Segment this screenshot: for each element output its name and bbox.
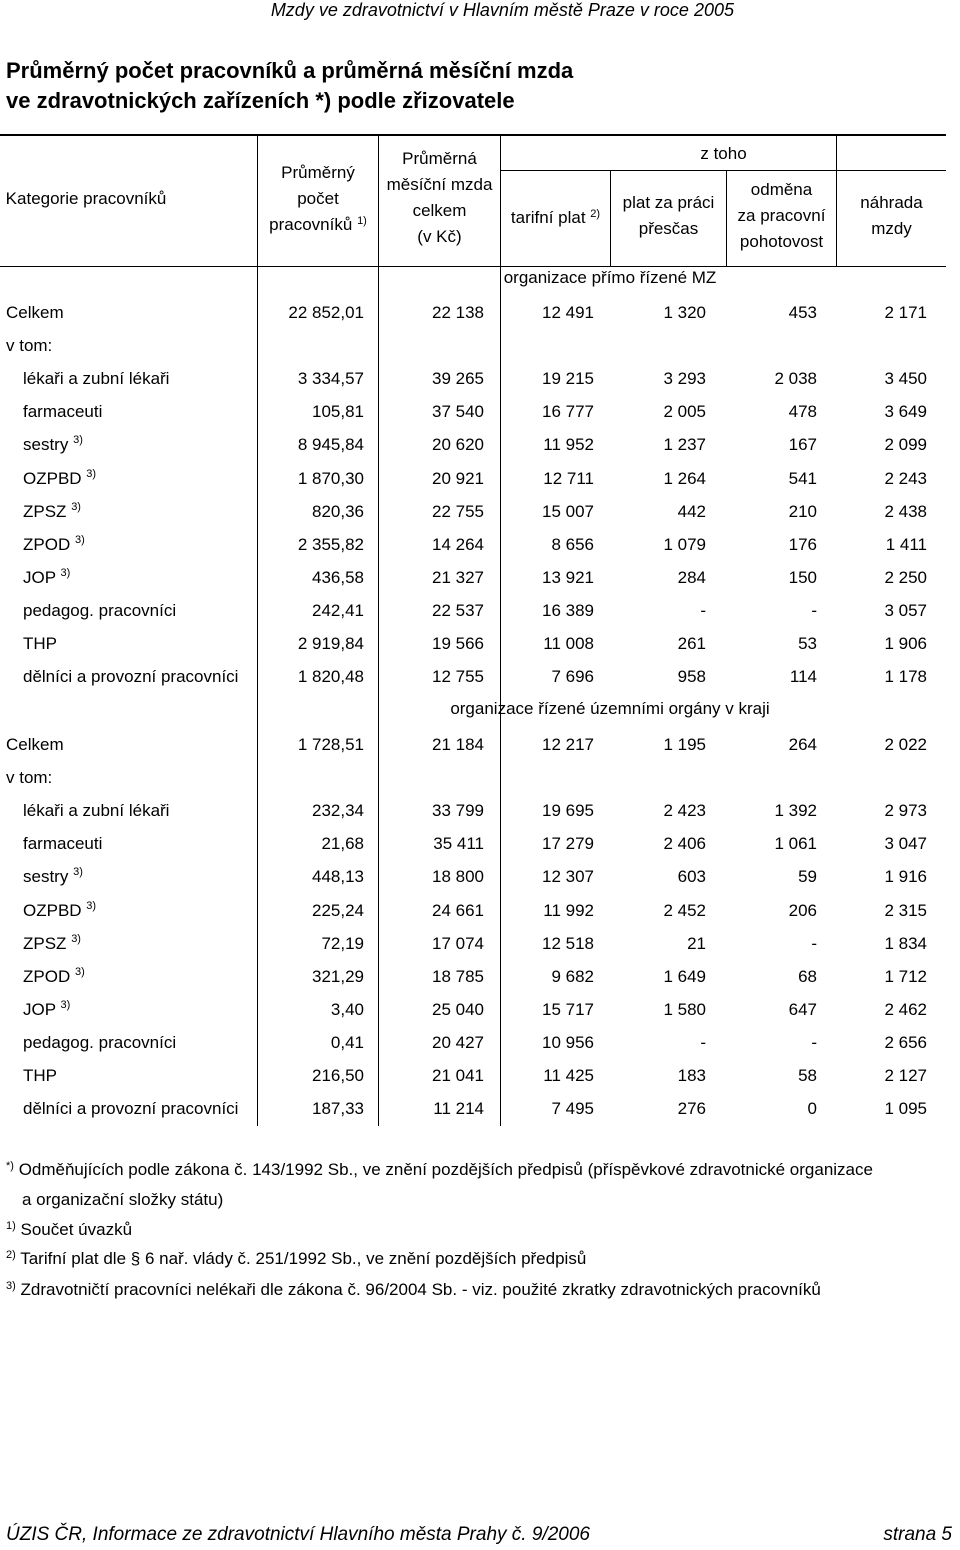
section-title: organizace řízené územními orgány v kraji [450, 699, 770, 718]
table-row [0, 728, 960, 761]
header-avg-count: Průměrný počet pracovníků $^{1)}$ [269, 163, 367, 234]
table-cell: 478 [788, 402, 817, 422]
row-label: ZPSZ $^{3)}$ [23, 932, 81, 953]
table-cell: 14 264 [432, 534, 484, 554]
table-cell: 1 411 [885, 534, 927, 554]
table-cell: 0,41 [330, 1032, 364, 1052]
table-cell: 1 820,48 [297, 667, 364, 687]
table-cell: 21 [687, 933, 706, 953]
row-label: pedagog. pracovníci [23, 600, 177, 620]
table-cell: 2 038 [774, 369, 817, 389]
row-label: JOP $^{3)}$ [23, 566, 71, 587]
title-line-2: ve zdravotnických zařízeních *) podle zřizovatele [6, 88, 515, 113]
table-cell: 3 334,57 [297, 369, 364, 389]
row-label: pedagog. pracovníci [23, 1032, 177, 1052]
table-cell: 1 320 [663, 303, 706, 322]
row-label: OZPBD $^{3)}$ [23, 899, 97, 920]
table-cell: 2 406 [663, 834, 706, 854]
table-cell: 1 728,51 [297, 735, 364, 754]
table-cell: 3 293 [663, 369, 706, 389]
table-cell: 2 452 [663, 900, 706, 920]
table-cell: 1 079 [663, 534, 706, 554]
table-cell: 2 243 [884, 468, 927, 488]
row-label: sestry $^{3)}$ [23, 866, 83, 887]
table-cell: 1 580 [663, 999, 706, 1019]
table-row [0, 495, 960, 528]
table-row [0, 860, 960, 893]
footnote: $^{1)}$ Součet úvazků [6, 1220, 133, 1239]
footer-page-number: strana 5 [883, 1524, 952, 1545]
table-cell: 18 800 [432, 867, 484, 887]
table-row [0, 660, 960, 693]
table-cell: 12 217 [542, 735, 594, 754]
footnote: $^{3)}$ Zdravotničtí pracovníci nelékaři dle zákona č. 96/2004 Sb. - viz. použité zkratky zdravotnických pracovníků [6, 1280, 821, 1299]
row-label: dělníci a provozní pracovníci [23, 1099, 239, 1119]
table-cell: 1 712 [884, 966, 927, 986]
table-cell: 448,13 [312, 867, 364, 887]
table-cell: 206 [788, 900, 817, 920]
footnote: *) Odměňujících podle zákona č. 143/1992 Sb., ve znění pozdějších předpisů (příspěvkové zdravotnické organizace [6, 1160, 873, 1179]
table-row [0, 927, 960, 960]
row-label: dělníci a provozní pracovníci [23, 667, 239, 687]
table-row [0, 894, 960, 927]
header-compensation: náhrada mzdy [860, 193, 923, 238]
table-cell: 603 [677, 867, 706, 887]
table-cell: 1 195 [663, 735, 706, 754]
table-cell: 35 411 [433, 834, 484, 854]
table-cell: 16 777 [542, 402, 594, 422]
row-label: ZPOD $^{3)}$ [23, 533, 85, 554]
table-cell: 114 [789, 667, 817, 687]
table-cell: 2 250 [884, 567, 927, 587]
table-cell: 11 992 [543, 900, 594, 920]
table-cell: 21,68 [321, 834, 364, 854]
title-line-1: Průměrný počet pracovníků a průměrná měsíční mzda [6, 58, 574, 83]
table-cell: 3 450 [884, 369, 927, 389]
header-bottom-rule [0, 266, 946, 267]
footnote: a organizační složky státu) [22, 1190, 224, 1209]
table-cell: 820,36 [312, 501, 364, 521]
table-cell: 436,58 [312, 567, 364, 587]
table-cell: 1 906 [884, 634, 927, 653]
table-cell: 11 214 [433, 1099, 484, 1119]
header-category: Kategorie pracovníků [5, 189, 167, 208]
table-cell: 2 423 [663, 801, 706, 821]
table-cell: 150 [788, 567, 817, 587]
row-label: ZPSZ $^{3)}$ [23, 500, 81, 521]
table-cell: 1 649 [663, 966, 706, 986]
table-cell: 22 537 [432, 600, 484, 620]
table-cell: 12 307 [542, 867, 594, 887]
table-cell: 232,34 [312, 801, 364, 821]
table-row [0, 561, 960, 594]
table-row [0, 594, 960, 627]
table-cell: 37 540 [432, 402, 484, 422]
table-row [0, 296, 960, 329]
row-label: farmaceuti [23, 834, 103, 854]
table-cell: 21 327 [432, 567, 484, 587]
row-label: Celkem [6, 735, 64, 754]
table-cell: 261 [677, 634, 706, 653]
table-cell: 20 620 [432, 435, 484, 455]
table-cell: 53 [798, 634, 817, 653]
table-cell: 242,41 [312, 600, 364, 620]
table-cell: 2 315 [884, 900, 927, 920]
table-cell: 12 711 [543, 468, 594, 488]
footnote: $^{2)}$ Tarifní plat dle § 6 nař. vlády č. 251/1992 Sb., ve znění pozdějších předpisů [6, 1249, 587, 1268]
table-row [0, 428, 960, 461]
footer-source: ÚZIS ČR, Informace ze zdravotnictví Hlavního města Prahy č. 9/2006 [6, 1524, 590, 1545]
row-label: THP [23, 1066, 57, 1085]
table-cell: 12 491 [542, 303, 594, 322]
running-head: Mzdy ve zdravotnictví v Hlavním městě Praze v roce 2005 [270, 0, 734, 20]
table-cell: 105,81 [312, 402, 364, 422]
table-row [0, 827, 960, 860]
table-cell: 2 973 [884, 801, 927, 821]
table-cell: - [700, 1032, 706, 1052]
table-row [0, 329, 960, 362]
table-row [0, 794, 960, 827]
table-cell: 33 799 [432, 801, 484, 821]
table-cell: 3 649 [884, 402, 927, 422]
table-cell: 3 057 [884, 600, 927, 620]
table-cell: 9 682 [551, 966, 594, 986]
table-cell: 541 [788, 468, 817, 488]
table-cell: - [811, 1032, 817, 1052]
table-cell: 167 [788, 435, 817, 455]
table-cell: 284 [677, 567, 706, 587]
table-cell: 264 [788, 735, 817, 754]
table-cell: 22 755 [432, 501, 484, 521]
table-cell: 2 022 [884, 735, 927, 754]
table-cell: 17 074 [432, 933, 484, 953]
header-tariff: tarifní plat $^{2)}$ [510, 208, 601, 227]
table-row [0, 362, 960, 395]
table-cell: 176 [788, 534, 817, 554]
table-cell: 453 [788, 303, 817, 322]
table-row [0, 993, 960, 1026]
table-row [0, 627, 960, 660]
row-label: THP [23, 634, 57, 653]
header-overtime: plat za práci přesčas [622, 193, 715, 238]
table-cell: 8 656 [551, 534, 594, 554]
table-cell: 321,29 [312, 966, 364, 986]
row-label: lékaři a zubní lékaři [23, 369, 170, 389]
row-label: Celkem [6, 303, 64, 322]
table-cell: 59 [798, 867, 817, 887]
row-label: lékaři a zubní lékaři [23, 801, 170, 821]
table-cell: 183 [677, 1066, 706, 1085]
table-cell: - [700, 600, 706, 620]
table-cell: 39 265 [432, 369, 484, 389]
table-cell: 3 047 [884, 834, 927, 854]
table-cell: 21 184 [432, 735, 484, 754]
table-cell: 1 392 [774, 801, 817, 821]
table-cell: 8 945,84 [297, 435, 364, 455]
table-cell: 24 661 [432, 900, 484, 920]
table-cell: 2 005 [663, 402, 706, 422]
row-label: sestry $^{3)}$ [23, 434, 83, 455]
table-cell: 12 755 [432, 667, 484, 687]
table-cell: 442 [677, 501, 706, 521]
table-cell: 20 921 [432, 468, 484, 488]
table-cell: 58 [798, 1066, 817, 1085]
table-cell: 2 355,82 [297, 534, 364, 554]
section-title: organizace přímo řízené MZ [503, 268, 717, 287]
table-cell: - [811, 933, 817, 953]
table-row [0, 960, 960, 993]
row-label: OZPBD $^{3)}$ [23, 467, 97, 488]
table-cell: 17 279 [542, 834, 594, 854]
table-cell: 15 717 [542, 999, 594, 1019]
table-cell: 2 919,84 [297, 634, 364, 653]
table-cell: 19 215 [542, 369, 594, 389]
table-cell: 11 952 [543, 435, 594, 455]
header-of-which: z toho [700, 144, 747, 163]
table-cell: 216,50 [312, 1066, 364, 1085]
table-cell: 1 178 [884, 667, 927, 687]
table-cell: 7 696 [551, 667, 594, 687]
table-cell: 19 566 [432, 634, 484, 653]
table-cell: 2 099 [884, 435, 927, 455]
of-which-rule [500, 170, 946, 171]
table-cell: 72,19 [321, 933, 364, 953]
table-row [0, 1059, 960, 1092]
table-cell: 225,24 [312, 900, 364, 920]
table-cell: 1 916 [884, 867, 927, 887]
table-cell: 3,40 [330, 999, 364, 1019]
table-cell: 13 921 [542, 567, 594, 587]
table-cell: 15 007 [542, 501, 594, 521]
table-cell: 68 [798, 966, 817, 986]
table-cell: 276 [677, 1099, 706, 1119]
table-cell: 1 061 [774, 834, 817, 854]
table-cell: 19 695 [542, 801, 594, 821]
header-avg-wage: Průměrná měsíční mzda celkem (v Kč) [386, 149, 493, 246]
table-cell: 2 127 [884, 1066, 927, 1085]
table-cell: 2 656 [884, 1032, 927, 1052]
table-cell: 2 462 [884, 999, 927, 1019]
table-cell: 0 [807, 1099, 817, 1119]
table-cell: - [811, 600, 817, 620]
table-cell: 187,33 [312, 1099, 364, 1119]
table-cell: 2 171 [884, 303, 927, 322]
table-cell: 12 518 [542, 933, 594, 953]
table-cell: 2 438 [884, 501, 927, 521]
table-cell: 647 [788, 999, 817, 1019]
table-cell: 7 495 [551, 1099, 594, 1119]
row-label: ZPOD $^{3)}$ [23, 965, 85, 986]
table-cell: 1 237 [663, 435, 706, 455]
table-cell: 11 425 [543, 1066, 594, 1085]
table-row [0, 1026, 960, 1059]
table-cell: 11 008 [543, 634, 594, 653]
table-row [0, 528, 960, 561]
table-cell: 21 041 [432, 1066, 484, 1085]
row-label: v tom: [6, 336, 53, 356]
table-cell: 22 138 [432, 303, 484, 322]
table-cell: 1 095 [884, 1099, 927, 1119]
table-cell: 22 852,01 [288, 303, 364, 322]
row-label: JOP $^{3)}$ [23, 998, 71, 1019]
page-title [6, 56, 573, 116]
table-row [0, 761, 960, 794]
table-cell: 18 785 [432, 966, 484, 986]
table-cell: 1 834 [884, 933, 927, 953]
table-cell: 1 264 [663, 468, 706, 488]
table-row [0, 1092, 960, 1125]
table-cell: 20 427 [432, 1032, 484, 1052]
table-row [0, 395, 960, 428]
table-cell: 10 956 [542, 1032, 594, 1052]
table-row [0, 462, 960, 495]
header-top-rule [0, 134, 946, 136]
table-cell: 16 389 [542, 600, 594, 620]
table-cell: 210 [788, 501, 817, 521]
header-standby: odměna za pracovní pohotovost [737, 180, 826, 251]
row-label: v tom: [6, 768, 53, 788]
table-cell: 25 040 [432, 999, 484, 1019]
table-cell: 1 870,30 [297, 468, 364, 488]
row-label: farmaceuti [23, 402, 103, 422]
table-cell: 958 [677, 667, 706, 687]
